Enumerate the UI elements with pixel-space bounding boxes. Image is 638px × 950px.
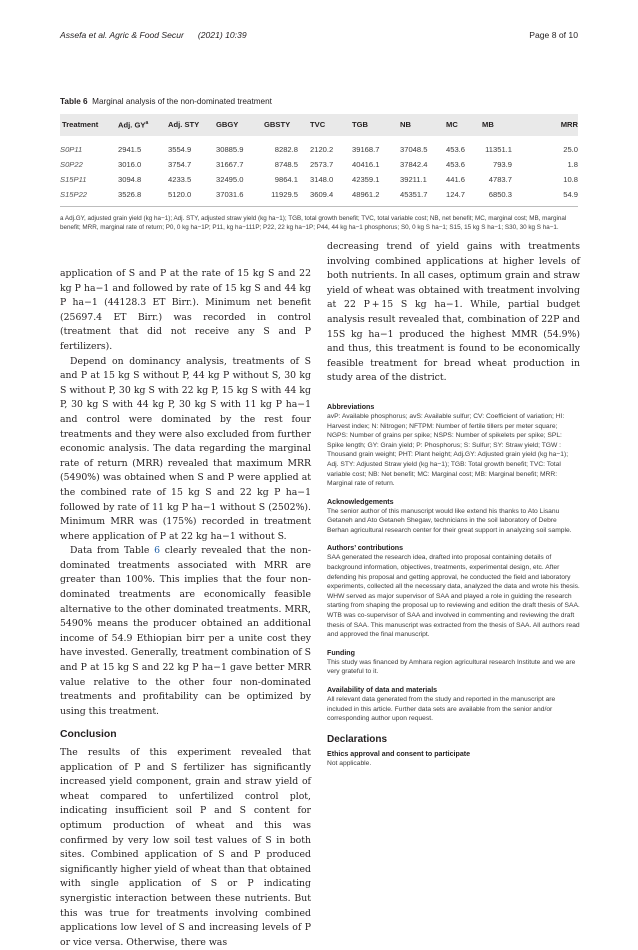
section-title: Funding (327, 648, 355, 657)
ethics-section (327, 750, 580, 769)
journal-name: Assefa et al. Agric & Food Secur (60, 30, 184, 40)
section-text: This study was financed by Amhara region agricultural research Institute and we are very grateful to it. (327, 658, 576, 676)
table-row (60, 187, 578, 202)
col-mrr: MRR (560, 120, 578, 130)
table-bottom-rule (60, 206, 578, 207)
table-header-row (60, 114, 578, 136)
cell: 3554.9 (168, 144, 192, 154)
cell: 25.0 (563, 144, 578, 154)
table-caption (60, 97, 578, 106)
table-6 (60, 97, 578, 232)
col-nb: NB (400, 120, 411, 130)
cell: 3754.7 (168, 159, 192, 169)
declarations-heading: Declarations (327, 733, 388, 745)
cell: 37842.4 (400, 159, 428, 169)
cell: 9864.1 (274, 174, 298, 184)
cell: 2941.5 (118, 144, 142, 154)
table-6-link[interactable]: 6 (154, 545, 161, 557)
page-number: Page 8 of 10 (529, 30, 578, 40)
cell: 4233.5 (168, 174, 192, 184)
table-row (60, 136, 578, 157)
marginal-analysis-table (60, 114, 578, 202)
cell-treatment: S15P22 (60, 189, 88, 199)
cell: 1.8 (567, 159, 578, 169)
cell: 10.8 (563, 174, 578, 184)
cell-treatment: S0P22 (60, 159, 83, 169)
cell: 453.6 (446, 144, 466, 154)
cell: 45351.7 (400, 189, 428, 199)
col-tgb: TGB (352, 120, 369, 130)
col-tvc: TVC (310, 120, 326, 130)
table-caption-text: Marginal analysis of the non-dominated treatment (92, 97, 272, 106)
cell: 124.7 (446, 189, 466, 199)
cell-treatment: S15P11 (60, 174, 87, 184)
cell: 3526.8 (118, 189, 142, 199)
left-column (60, 267, 311, 950)
cell: 32495.0 (216, 174, 244, 184)
cell: 2120.2 (310, 144, 334, 154)
cell: 8748.5 (274, 159, 298, 169)
section-title: Acknowledgements (327, 497, 394, 506)
col-gbsty: GBSTY (264, 120, 291, 130)
section-title: Abbreviations (327, 402, 375, 411)
right-column (327, 240, 580, 768)
citation-line (60, 30, 247, 40)
cell: 30885.9 (216, 144, 244, 154)
authors-contributions-section (327, 544, 580, 639)
cell: 5120.0 (168, 189, 192, 199)
cell: 6850.3 (488, 189, 512, 199)
cell: 37048.5 (400, 144, 428, 154)
cell: 441.6 (446, 174, 466, 184)
table-row (60, 172, 578, 187)
article-citation: (2021) 10:39 (197, 30, 247, 40)
cell: 40416.1 (352, 159, 380, 169)
section-text: Not applicable. (327, 759, 372, 767)
cell: 42359.1 (352, 174, 380, 184)
col-adj-sty: Adj. STY (168, 120, 200, 130)
cell: 793.9 (492, 159, 512, 169)
section-title: Ethics approval and consent to participate (327, 749, 471, 758)
section-text: The senior author of this manuscript would like extend his thanks to Ato Lisanu Getaneh and Ato Getaneh Shegaw, technicians in the soil laboratory of Debre Berhan agricultural research center for their great support in analyzing soil sample. (327, 507, 572, 534)
conclusion-paragraph: The results of this experiment revealed that application of P and S fertilizer has significantly increased yield component, grain and straw yield of wheat compared to unfertilized control plot, indicating insufficient soil P and S content for optimum production of wheat and this was confirmed by very low soil test values of S in both sites. Combined application of S and P produced significantly higher yield of wheat than that obtained with single application of S or P indicating synergistic interaction between these nutrients. But this was true for treatments involving combined applications low level of S and increasing levels of P or vice versa. Otherwise, there was (60, 747, 312, 948)
funding-section (327, 649, 580, 677)
cell: 3609.4 (310, 189, 334, 199)
section-title: Authors’ contributions (327, 544, 404, 553)
col-gbgy: GBGY (216, 120, 239, 130)
cell: 2573.7 (310, 159, 334, 169)
cell: 3094.8 (118, 174, 142, 184)
table-row (60, 157, 578, 172)
table-label: Table 6 (60, 97, 88, 106)
cell: 39168.7 (352, 144, 380, 154)
body-paragraph: Depend on dominancy analysis, treatments of S and P at 15 kg S without P, 44 kg P without S, 30 kg S without P, 30 kg S with 22 kg P, 15 kg S with 44 kg P, 30 kg S with 44 kg P, 30 kg S with 11 kg P ha−1 and control were dominated by the rest four treatments and they were also excluded from further economic analysis. The data regarding the marginal rate of return (MRR) revealed that maximum MRR (5490%) was obtained when S and P were applied at the combined rate of 15 kg S and 22 kg P ha−1 followed by rate of 11 kg P ha−1 without S (2502%). Minimum MRR was (175%) recorded in treatment where application of P at 22 kg ha−1 without S. (60, 355, 311, 542)
body-paragraph: decreasing trend of yield gains with treatments involving combined applications at higher levels of both nutrients. In all cases, optimum grain and straw yield of wheat was obtained with treatment involving at 22 P + 15 S kg ha−1. While, partial budget analysis result revealed that, combination of 22P and 15S kg ha−1 produced the highest MMR (54.9%) and thus, this treatment is found to be economically feasible treatment for bread wheat production in study area of the district. (327, 241, 580, 384)
cell: 48961.2 (352, 189, 380, 199)
cell: 31667.7 (216, 159, 244, 169)
cell: 3016.0 (118, 159, 142, 169)
col-treatment: Treatment (62, 120, 99, 130)
section-text: All relevant data generated from the study and reported in the manuscript are included in this article. Further data sets are available from the senior and/or corresponding author upon request. (327, 696, 556, 723)
acknowledgements-section (327, 498, 580, 536)
section-text: SAA generated the research idea, drafted into proposal containing details of background information, objectives, treatments, experimental design, etc. After defending his proposal and getting approval, he conducted the field and laboratory experiments, collected all the necessary data, analyzed the data and wrote his thesis. WHW served as major supervisor of SAA and played a role in guiding the research starting from shaping the proposal up to reviewing and edition the draft thesis of SAA. WTB was co-supervisor of SAA and involved in commenting and reviewing the draft thesis of SAA. This manuscript was extracted from the thesis of SAA. All authors read and approved the final manuscript. (327, 554, 580, 639)
cell: 11929.5 (271, 189, 298, 199)
cell: 453.6 (446, 159, 466, 169)
col-mb: MB (482, 120, 494, 130)
conclusion-heading: Conclusion (60, 729, 117, 741)
table-footnote: a Adj.GY, adjusted grain yield (kg ha−1); Adj. STY, adjusted straw yield (kg ha−1); TGB, total growth benefit; TVC, total variable cost; NB, net benefit; MC, marginal cost; MB, marginal benefit; MRR, marginal rate of return; P0, 0 kg ha−1P; P11, kg ha−111P; P22, 22 kg ha−1P; P44, 44 kg ha−1 phosphorus; S0, 0 kg S ha−1; S15, 15 kg S ha−1; S30, 30 kg S ha−1. (60, 214, 567, 231)
running-header (60, 30, 578, 44)
cell: 8282.8 (274, 144, 298, 154)
abbreviations-section (327, 403, 580, 489)
cell: 39211.1 (400, 174, 427, 184)
cell: 3148.0 (310, 174, 334, 184)
col-mc: MC (446, 120, 458, 130)
cell-treatment: S0P11 (60, 144, 83, 154)
cell: 11351.1 (485, 144, 512, 154)
section-text: avP: Available phosphorus; avS: Available sulfur; CV: Coefficient of variation; HI: Harvest index; N: Nitrogen; NFTPM: Number of fertile tillers per meter square; NGPS: Number of grains per spike; NSPS: Number of spikelets per spike; SPL: Spike length; GY: Grain yield; P: Phosphorus; S: Sulfur; SY: Straw yield; TGW : Thousand grain weight; PHT: Plant height; Adj.GY: Adjusted grain yield (kg ha−1); Adj. STY: Adjusted Straw yield (kg ha−1); TGB: Total growth benefit; TVC: Total variable cost; NB: Net benefit; MC: Marginal cost; MB: Marginal benefit; MRR: Marginal rate of return. (327, 412, 569, 488)
body-paragraph: application of S and P at the rate of 15 kg S and 22 kg P ha−1 and followed by rate of 15 kg S and 44 kg P ha−1 (44128.3 ET Birr.). Minimum net benefit (25697.4 ET Birr.) was recorded in control (treatment that did not receive any S and P fertilizers). (60, 268, 311, 352)
cell: 37031.6 (216, 189, 244, 199)
cell: 54.9 (563, 189, 578, 199)
data-availability-section (327, 686, 580, 724)
section-title: Availability of data and materials (327, 686, 438, 694)
cell: 4783.7 (488, 174, 512, 184)
col-adj-gy: Adj. $GY^a$ (118, 120, 149, 130)
body-paragraph: Data from Table 6 clearly revealed that the non-dominated treatments associated with MRR are greater than 100%. This implies that the four non-dominated treatments are economically feasible alternative to the other dominated treatments. MRR, 5490% means the producer obtained an additional income of 54.9 Ethiopian birr per a unite cost they have invested. Generally, treatment combination of S and P at 15 kg S and 22 kg P ha−1 gave better MRR value relative to the other four non-dominated treatments and profitability can be optimized by using this treatment. (60, 545, 311, 717)
